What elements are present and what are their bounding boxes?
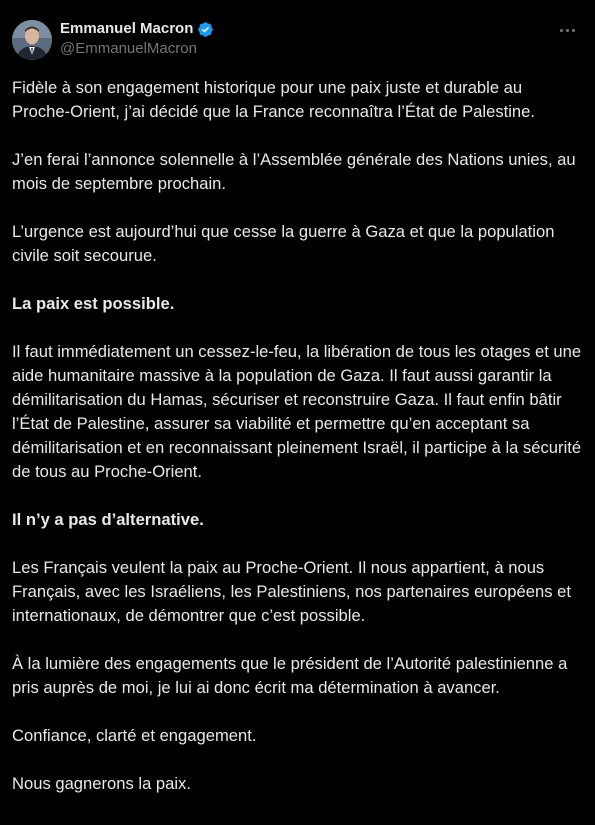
verified-badge-icon [197, 21, 214, 38]
tweet-paragraph: Nous gagnerons la paix. [12, 774, 191, 793]
tweet-paragraph-bold: Il n’y a pas d’alternative. [12, 510, 204, 529]
tweet-header [12, 18, 579, 64]
author-name[interactable]: Emmanuel Macron [60, 20, 194, 37]
tweet-paragraph: J’en ferai l’annonce solennelle à l’Assemblée générale des Nations unies, au mois de septembre prochain. [12, 150, 576, 193]
more-options-icon[interactable] [557, 22, 577, 38]
tweet-paragraph: Il faut immédiatement un cessez-le-feu, la libération de tous les otages et une aide humanitaire massive à la population de Gaza. Il faut aussi garantir la démilitarisation du Hamas, sécuriser et reconstruire Gaza. Il faut enfin bâtir l’État de Palestine, assurer sa viabilité et permettre qu’en acceptant sa démilitarisation et en reconnaissant pleinement Israël, il participe à la sécurité de tous au Proche-Orient. [12, 342, 582, 481]
tweet-paragraph: Fidèle à son engagement historique pour une paix juste et durable au Proche-Orient, j’ai décidé que la France reconnaîtra l’État de Palestine. [12, 78, 535, 121]
tweet-paragraph: Les Français veulent la paix au Proche-Orient. Il nous appartient, à nous Français, avec les Israéliens, les Palestiniens, nos partenaires européens et internationaux, de démontrer que c’est possible. [12, 558, 571, 625]
tweet-paragraph: À la lumière des engagements que le président de l’Autorité palestinienne a pris auprès de moi, je lui ai donc écrit ma détermination à avancer. [12, 654, 568, 697]
avatar[interactable] [12, 20, 52, 60]
author-handle[interactable]: @EmmanuelMacron [60, 40, 197, 57]
tweet-paragraph-bold: La paix est possible. [12, 294, 175, 313]
author-names [60, 18, 214, 59]
tweet-paragraph: Confiance, clarté et engagement. [12, 726, 257, 745]
tweet-paragraph: L’urgence est aujourd’hui que cesse la guerre à Gaza et que la population civile soit secourue. [12, 222, 555, 265]
tweet-text [12, 76, 582, 796]
